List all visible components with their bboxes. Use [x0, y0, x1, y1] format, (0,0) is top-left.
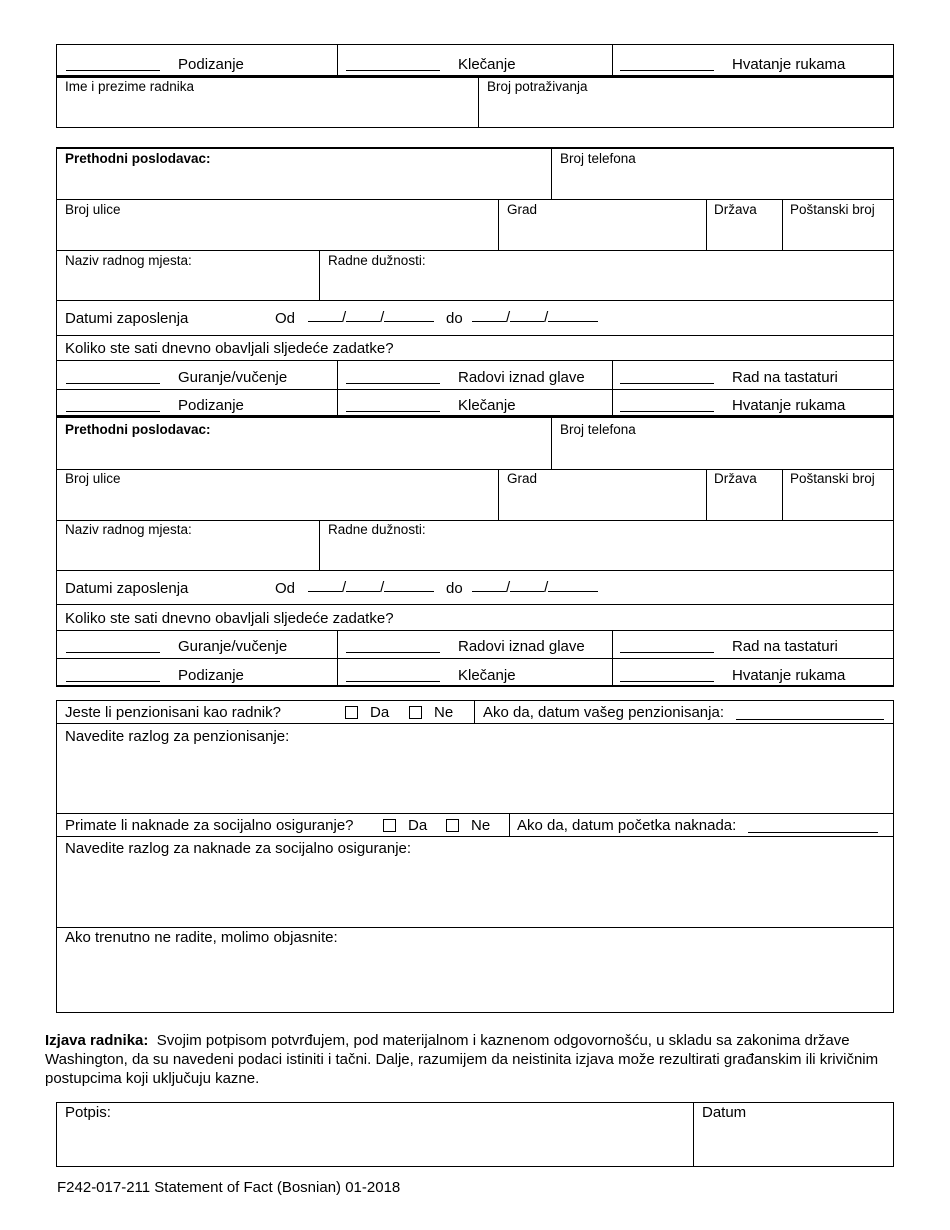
benefits-start-date-field[interactable] — [748, 820, 878, 833]
employer1-phone-label: Broj telefona — [560, 151, 636, 166]
declaration — [45, 1031, 895, 1088]
social-security-yes-label: Da — [408, 817, 428, 834]
claim-number-field[interactable] — [480, 96, 892, 126]
employer2-from-date[interactable]: / / — [308, 579, 434, 596]
employer2-task-keyboard: Rad na tastaturi — [732, 638, 838, 655]
signature-field[interactable] — [57, 1122, 692, 1166]
employer1-state-label: Država — [714, 202, 757, 217]
employer1-hours-question: Koliko ste sati dnevno obavljali sljedeće zadatke? — [65, 340, 394, 357]
employer1-prev-employer-label: Prethodni poslodavac: — [65, 151, 211, 166]
employer1-task-overhead: Radovi iznad glave — [458, 369, 585, 386]
retired-no-label: Ne — [434, 704, 454, 721]
employer1-task-pushing: Guranje/vučenje — [178, 369, 288, 386]
retired-yes-checkbox[interactable] — [345, 706, 358, 719]
signature-date-label: Datum — [702, 1104, 747, 1121]
employer2-duties-label: Radne dužnosti: — [328, 522, 426, 537]
employer1-to-label: do — [446, 310, 463, 327]
retired-yes-label: Da — [370, 704, 390, 721]
not-working-field[interactable] — [57, 950, 893, 1012]
employer2-street-label: Broj ulice — [65, 471, 121, 486]
employer2-task-overhead: Radovi iznad glave — [458, 638, 585, 655]
retired-question: Jeste li penzionisani kao radnik? — [65, 704, 281, 721]
social-security-no-checkbox[interactable] — [446, 819, 459, 832]
social-security-yes-checkbox[interactable] — [383, 819, 396, 832]
employer1-task-grasping: Hvatanje rukama — [732, 397, 846, 414]
employer2-state-label: Država — [714, 471, 757, 486]
employer1-task-kneeling: Klečanje — [458, 397, 516, 414]
employer1-from-date[interactable]: / / — [308, 309, 434, 326]
employer1-city-label: Grad — [507, 202, 538, 217]
employer1-task-keyboard: Rad na tastaturi — [732, 369, 838, 386]
employer1-dates-label: Datumi zaposlenja — [65, 310, 189, 327]
social-security-reason-field[interactable] — [57, 860, 893, 926]
retirement-date-label: Ako da, datum vašeg penzionisanja: — [483, 704, 724, 721]
employer1-street-label: Broj ulice — [65, 202, 121, 217]
retirement-reason-field[interactable] — [57, 748, 893, 812]
employer1-zip-label: Poštanski broj — [790, 202, 875, 217]
employer1-from-label: Od — [275, 310, 296, 327]
worker-name-label: Ime i prezime radnika — [65, 79, 195, 94]
employer1-task-lifting: Podizanje — [178, 397, 244, 414]
employer2-prev-employer-label: Prethodni poslodavac: — [65, 422, 211, 437]
signature-date-field[interactable] — [695, 1122, 893, 1166]
benefits-start-date-label: Ako da, datum početka naknada: — [517, 817, 737, 834]
employer1-duties-label: Radne dužnosti: — [328, 253, 426, 268]
employer1-job-title-label: Naziv radnog mjesta: — [65, 253, 192, 268]
form-footer: F242-017-211 Statement of Fact (Bosnian) 01-2018 — [57, 1179, 401, 1196]
retirement-date-field[interactable] — [736, 707, 884, 720]
social-security-reason-label: Navedite razlog za naknade za socijalno osiguranje: — [65, 840, 412, 857]
top-lifting-label: Podizanje — [178, 56, 244, 73]
claim-number-label: Broj potraživanja — [487, 79, 588, 94]
worker-name-field[interactable] — [57, 96, 477, 126]
employer2-from-label: Od — [275, 580, 296, 597]
employer2-to-date[interactable]: / / — [472, 579, 598, 596]
employer2-task-grasping: Hvatanje rukama — [732, 667, 846, 684]
retired-no-checkbox[interactable] — [409, 706, 422, 719]
signature-label: Potpis: — [65, 1104, 111, 1121]
employer2-job-title-label: Naziv radnog mjesta: — [65, 522, 192, 537]
declaration-title: Izjava radnika: — [45, 1032, 149, 1049]
top-grasping-label: Hvatanje rukama — [732, 56, 846, 73]
social-security-no-label: Ne — [471, 817, 491, 834]
employer2-phone-label: Broj telefona — [560, 422, 636, 437]
social-security-question: Primate li naknade za socijalno osiguranje? — [65, 817, 354, 834]
employer2-task-pushing: Guranje/vučenje — [178, 638, 288, 655]
declaration-text: Svojim potpisom potvrđujem, pod materijalnom i kaznenom odgovornošću, u skladu sa zakonima države Washington, da su navedeni podaci istiniti i tačni. Dalje, razumijem da neistinita izjava može rezultirati građanskim ili krivičnim postupcima koji uključuju kazne. — [45, 1032, 879, 1087]
retirement-reason-label: Navedite razlog za penzionisanje: — [65, 728, 290, 745]
employer2-hours-question: Koliko ste sati dnevno obavljali sljedeće zadatke? — [65, 610, 394, 627]
employer2-task-lifting: Podizanje — [178, 667, 244, 684]
employer2-dates-label: Datumi zaposlenja — [65, 580, 189, 597]
employer1-to-date[interactable]: / / — [472, 309, 598, 326]
employer2-zip-label: Poštanski broj — [790, 471, 875, 486]
top-kneeling-label: Klečanje — [458, 56, 516, 73]
employer2-to-label: do — [446, 580, 463, 597]
not-working-label: Ako trenutno ne radite, molimo objasnite: — [65, 929, 338, 946]
employer2-task-kneeling: Klečanje — [458, 667, 516, 684]
employer2-city-label: Grad — [507, 471, 538, 486]
